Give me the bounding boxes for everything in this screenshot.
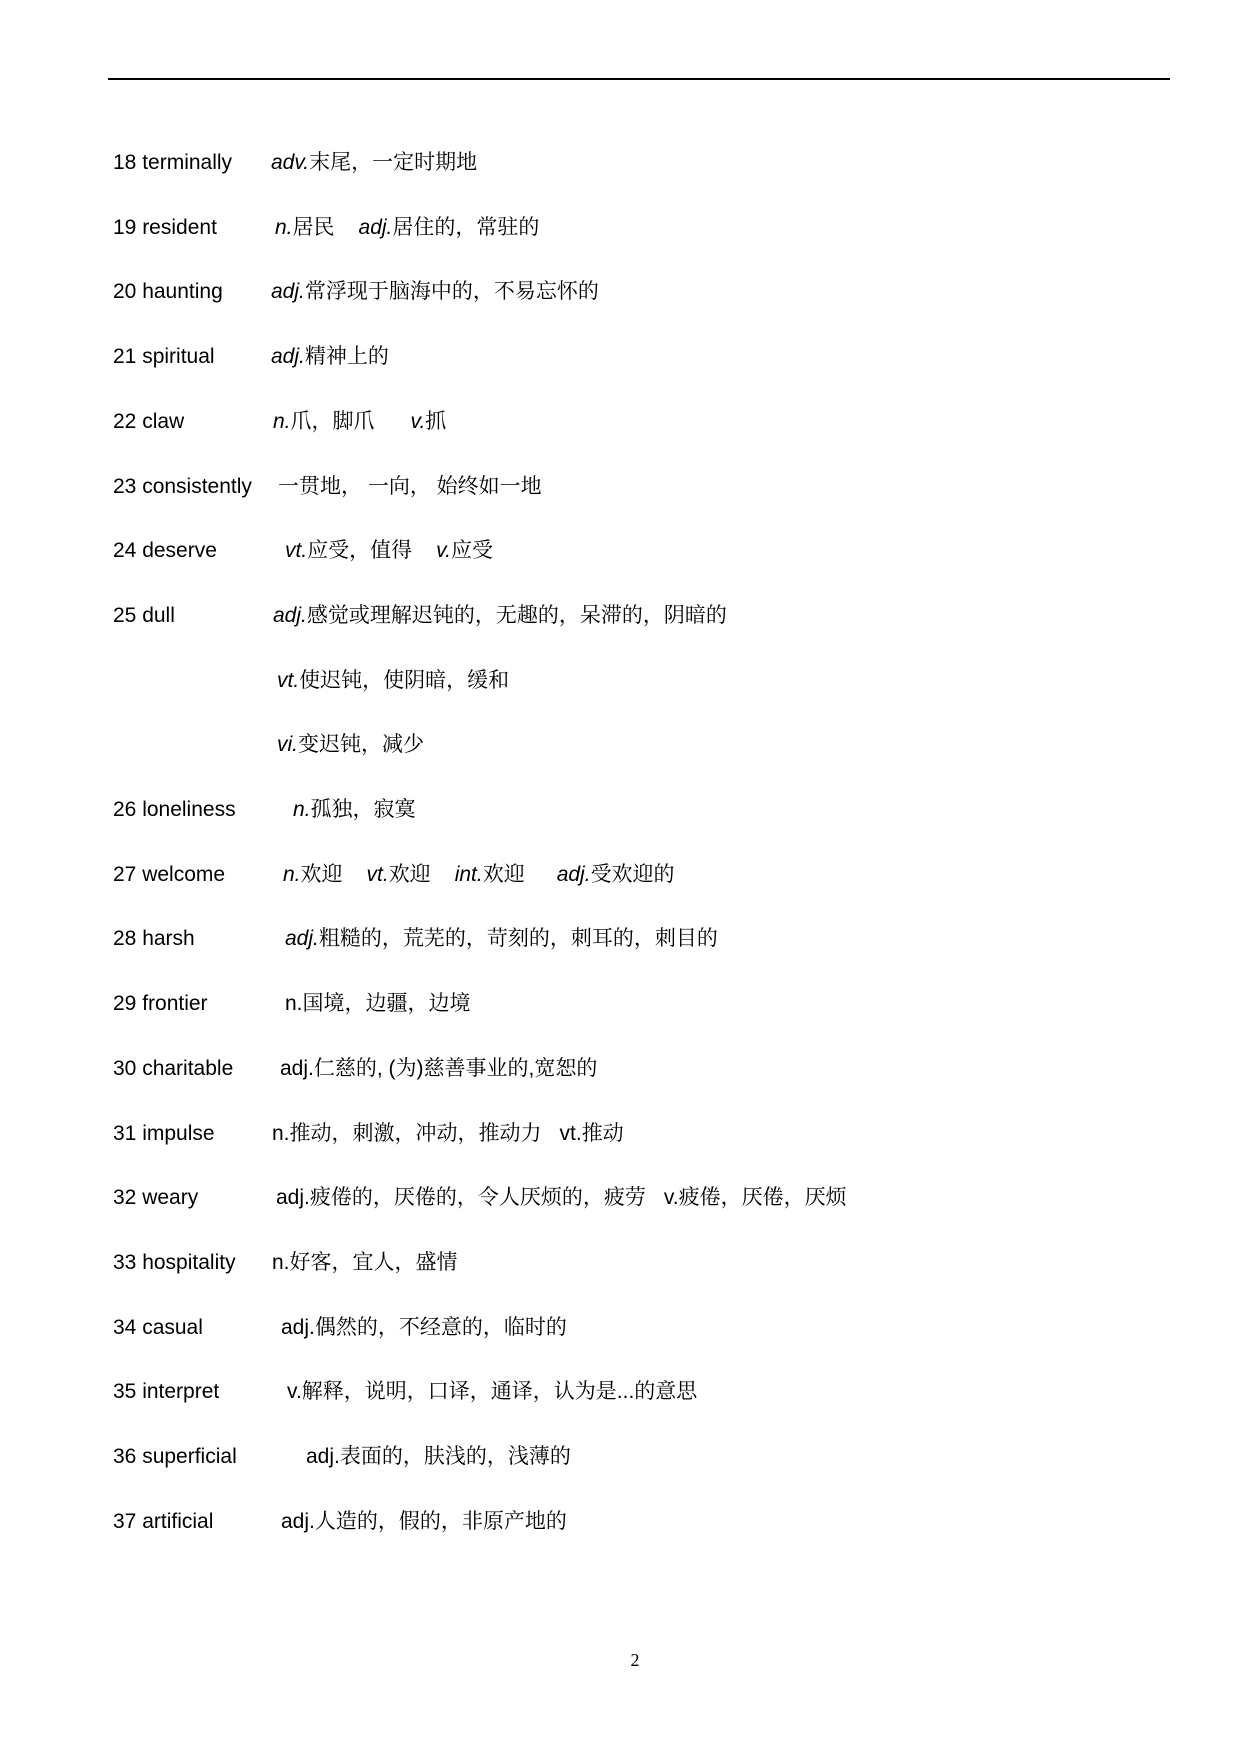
meaning-text: 居民 bbox=[292, 215, 335, 239]
meaning-text: 居住的，常驻的 bbox=[392, 215, 540, 239]
vocab-definitions bbox=[273, 601, 745, 631]
meaning-text: 推动，刺激，冲动，推动力 bbox=[289, 1121, 542, 1145]
definition bbox=[306, 1445, 571, 1468]
part-of-speech: adj. bbox=[306, 1445, 340, 1468]
definition bbox=[277, 733, 424, 756]
vocab-definitions bbox=[272, 1248, 476, 1278]
definition bbox=[283, 863, 343, 886]
part-of-speech: vt. bbox=[277, 668, 300, 692]
page-number: 2 bbox=[630, 1650, 640, 1670]
definition bbox=[664, 1186, 847, 1209]
meaning-text: 欢迎 bbox=[388, 862, 431, 886]
part-of-speech: v. bbox=[287, 1380, 302, 1404]
vocab-definitions bbox=[278, 472, 560, 502]
definition bbox=[560, 1122, 624, 1145]
definition bbox=[281, 1316, 567, 1339]
meaning-text: 精神上的 bbox=[304, 345, 389, 369]
meaning-text: 常浮现于脑海中的，不易忘怀的 bbox=[304, 280, 599, 304]
definition bbox=[285, 927, 718, 950]
definition bbox=[280, 1057, 597, 1080]
vocab-term: 26 loneliness bbox=[113, 798, 236, 821]
meaning-text: 推动 bbox=[581, 1121, 624, 1145]
meaning-text: 好客，宜人，盛情 bbox=[289, 1250, 458, 1274]
vocab-definitions bbox=[273, 407, 464, 437]
vocab-term: 36 superficial bbox=[113, 1445, 237, 1468]
vocab-definitions bbox=[277, 666, 527, 696]
vocab-definitions bbox=[271, 277, 617, 307]
vocab-term: 30 charitable bbox=[113, 1056, 234, 1080]
part-of-speech: n. bbox=[283, 862, 301, 886]
meaning-text: 变迟钝，减少 bbox=[298, 733, 424, 757]
definition bbox=[281, 1510, 567, 1533]
vocab-definitions bbox=[285, 989, 489, 1019]
part-of-speech: vt. bbox=[366, 862, 389, 886]
part-of-speech: adj. bbox=[271, 345, 305, 369]
definition bbox=[293, 798, 416, 821]
vocab-definitions bbox=[287, 1377, 715, 1407]
vocab-term: 37 artificial bbox=[113, 1509, 214, 1533]
vocab-definitions bbox=[283, 860, 693, 890]
part-of-speech: vi. bbox=[277, 733, 298, 757]
meaning-text: 疲倦，厌倦，厌烦 bbox=[678, 1186, 847, 1210]
part-of-speech: adv. bbox=[271, 151, 310, 174]
vocab-term: 31 impulse bbox=[113, 1121, 215, 1145]
definition bbox=[557, 863, 675, 886]
part-of-speech: v. bbox=[436, 539, 451, 563]
meaning-text: 使迟钝，使阴暗，缓和 bbox=[299, 668, 510, 692]
definition bbox=[277, 669, 509, 692]
vocab-definitions bbox=[271, 148, 495, 178]
vocab-term: 22 claw bbox=[113, 409, 185, 433]
part-of-speech: n. bbox=[272, 1250, 290, 1274]
meaning-text: 应受，值得 bbox=[307, 539, 413, 563]
vocab-term: 34 casual bbox=[113, 1315, 203, 1339]
vocab-definitions bbox=[276, 1183, 865, 1213]
part-of-speech: adj. bbox=[556, 862, 591, 886]
definition bbox=[271, 151, 477, 174]
meaning-text: 欢迎 bbox=[482, 862, 525, 886]
vocab-term: 19 resident bbox=[113, 215, 217, 239]
definition bbox=[285, 992, 471, 1015]
meaning-text: 孤独，寂寞 bbox=[310, 798, 416, 821]
definition bbox=[455, 863, 525, 886]
part-of-speech: n. bbox=[272, 1121, 290, 1145]
vocab-definitions bbox=[306, 1442, 589, 1472]
vocab-term: 25 dull bbox=[113, 603, 175, 627]
definition bbox=[367, 863, 431, 886]
part-of-speech: v. bbox=[663, 1186, 679, 1210]
vocab-definitions bbox=[285, 536, 511, 566]
meaning-text: 抓 bbox=[425, 409, 447, 433]
part-of-speech: adj. bbox=[271, 280, 305, 304]
vocab-term: 23 consistently bbox=[113, 474, 252, 498]
definition bbox=[287, 1380, 697, 1403]
part-of-speech: n. bbox=[273, 409, 291, 433]
meaning-text: 粗糙的，荒芜的，苛刻的，刺耳的，刺目的 bbox=[318, 927, 718, 951]
part-of-speech: adj. bbox=[280, 1056, 314, 1080]
vocab-term: 21 spiritual bbox=[113, 345, 215, 369]
definition bbox=[271, 345, 389, 368]
definition bbox=[285, 539, 412, 562]
meaning-text: 爪，脚爪 bbox=[290, 409, 375, 433]
vocab-term: 32 weary bbox=[113, 1186, 199, 1210]
meaning-text: 应受 bbox=[450, 539, 493, 563]
part-of-speech: n. bbox=[275, 215, 293, 239]
part-of-speech: adj. bbox=[358, 215, 393, 239]
vocab-definitions bbox=[275, 213, 557, 243]
meaning-text: 受欢迎的 bbox=[590, 862, 675, 886]
vocab-definitions bbox=[281, 1507, 585, 1537]
meaning-text: 偶然的，不经意的，临时的 bbox=[314, 1315, 567, 1339]
part-of-speech: adj. bbox=[281, 1315, 315, 1339]
meaning-text: 疲倦的，厌倦的，令人厌烦的，疲劳 bbox=[309, 1186, 646, 1210]
vocab-term: 20 haunting bbox=[113, 280, 223, 304]
part-of-speech: adj. bbox=[276, 1186, 310, 1210]
vocab-term: 24 deserve bbox=[113, 539, 217, 563]
part-of-speech: adj. bbox=[273, 603, 307, 627]
meaning-text: 人造的，假的，非原产地的 bbox=[314, 1509, 567, 1533]
part-of-speech: vt. bbox=[559, 1121, 582, 1145]
meaning-text: 国境，边疆，边境 bbox=[302, 992, 471, 1016]
vocab-term: 27 welcome bbox=[113, 862, 226, 886]
meaning-text: 一贯地， 一向， 始终如一地 bbox=[278, 474, 542, 498]
vocab-definitions bbox=[277, 730, 442, 760]
definition bbox=[272, 1251, 458, 1274]
vocab-term: 28 harsh bbox=[113, 927, 195, 951]
part-of-speech: adj. bbox=[281, 1509, 315, 1533]
meaning-text: 末尾，一定时期地 bbox=[309, 151, 478, 174]
vocab-definitions bbox=[272, 1119, 642, 1149]
part-of-speech: vt. bbox=[285, 539, 308, 563]
definition bbox=[275, 216, 335, 239]
vocab-term: 29 frontier bbox=[113, 992, 208, 1016]
vocab-term: 35 interpret bbox=[113, 1380, 220, 1404]
vocab-definitions bbox=[280, 1054, 615, 1084]
definition bbox=[359, 216, 540, 239]
part-of-speech: adj. bbox=[285, 927, 319, 951]
definition bbox=[273, 410, 375, 433]
vocab-definitions bbox=[281, 1313, 585, 1343]
header-rule bbox=[108, 78, 1170, 80]
definition bbox=[411, 410, 447, 433]
meaning-text: 解释，说明，口译，通译，认为是...的意思 bbox=[301, 1380, 698, 1404]
meaning-text: 感觉或理解迟钝的，无趣的，呆滞的，阴暗的 bbox=[306, 603, 727, 627]
definition bbox=[271, 280, 599, 303]
vocab-definitions bbox=[293, 795, 434, 825]
meaning-text: 仁慈的, (为)慈善事业的,宽恕的 bbox=[313, 1056, 598, 1080]
vocab-term: 18 terminally bbox=[113, 151, 233, 174]
vocab-definitions bbox=[285, 924, 736, 954]
definition bbox=[278, 475, 542, 498]
part-of-speech: n. bbox=[285, 992, 303, 1016]
vocab-definitions bbox=[271, 342, 407, 372]
part-of-speech: int. bbox=[454, 862, 483, 886]
definition bbox=[272, 1122, 542, 1145]
vocab-term: 33 hospitality bbox=[113, 1250, 236, 1274]
meaning-text: 表面的，肤浅的，浅薄的 bbox=[339, 1445, 571, 1468]
definition bbox=[436, 539, 493, 562]
part-of-speech: n. bbox=[293, 798, 311, 821]
definition bbox=[273, 604, 727, 627]
definition bbox=[276, 1186, 646, 1209]
meaning-text: 欢迎 bbox=[300, 862, 343, 886]
part-of-speech: v. bbox=[410, 409, 426, 433]
